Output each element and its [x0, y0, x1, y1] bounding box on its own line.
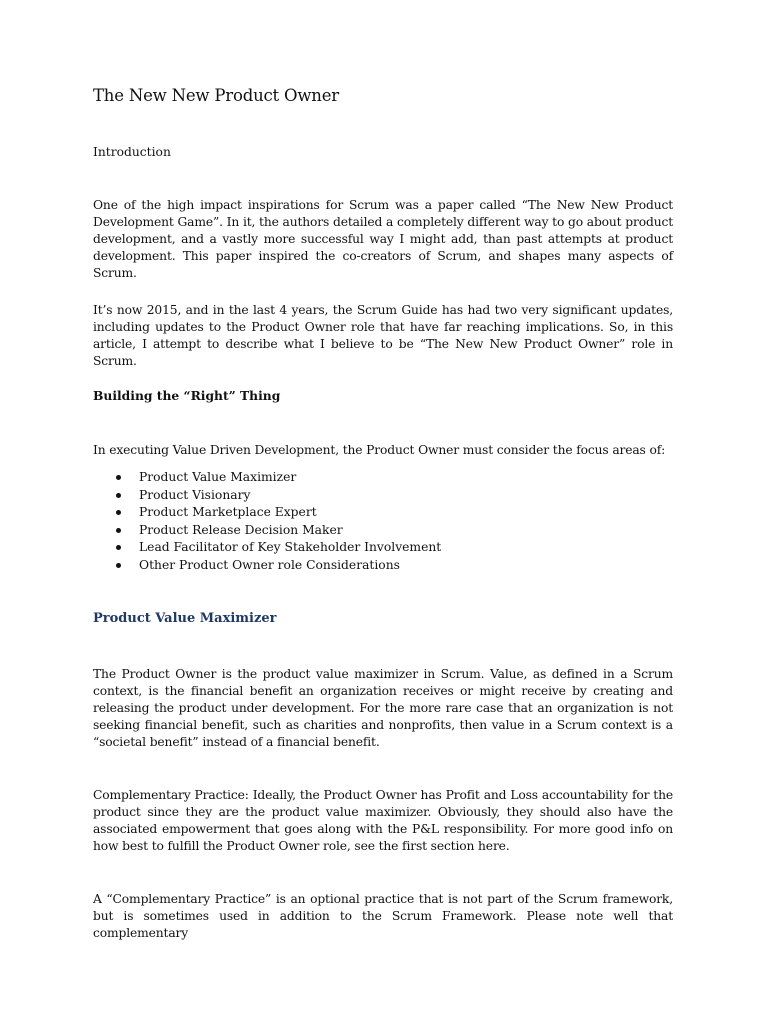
list-item-text: Product Value Maximizer	[139, 470, 297, 484]
list-item-text: Product Visionary	[139, 487, 251, 502]
bullet-icon	[116, 545, 121, 550]
list-item-text: Product Marketplace Expert	[139, 505, 317, 520]
list-item	[93, 469, 441, 487]
paragraph-value-maximizer: The Product Owner is the product value maximizer in Scrum. Value, as defined in a Scrum context, is the financial benefit an organization receives or might receive by creating and releasing the product under development. For the more rare case that an organization is not seeking financial benefit, such as charities and nonprofits, then value in a Scrum context is a “societal benefit” instead of a financial benefit.	[93, 667, 673, 749]
list-item	[93, 539, 441, 557]
paragraph-complementary-definition: A “Complementary Practice” is an optional practice that is not part of the Scrum framework, but is sometimes used in addition to the Scrum Framework. Please note well that complementary	[93, 892, 673, 940]
focus-areas-list	[93, 469, 441, 575]
section-heading: Building the “Right” Thing	[93, 388, 281, 403]
bullet-icon	[116, 493, 121, 498]
list-item-text: Lead Facilitator of Key Stakeholder Involvement	[139, 540, 442, 555]
bullet-icon	[116, 510, 121, 515]
list-item	[93, 487, 441, 505]
bullet-icon	[116, 563, 121, 568]
bullet-icon	[116, 528, 121, 533]
paragraph-intro-1: One of the high impact inspirations for Scrum was a paper called “The New New Product Development Game”. In it, the authors detailed a completely different way to go about product development, and a vastly more successful way I might add, than past attempts at product development. This paper inspired the co-creators of Scrum, and shapes many aspects of Scrum.	[93, 198, 673, 280]
list-item	[93, 522, 441, 540]
document-title: The New New Product Owner	[93, 86, 339, 105]
list-item-text: Other Product Owner role Considerations	[139, 557, 400, 572]
paragraph-intro-2: It’s now 2015, and in the last 4 years, the Scrum Guide has had two very significant updates, including updates to the Product Owner role that have far reaching implications. So, in this article, I attempt to describe what I believe to be “The New New Product Owner” role in Scrum.	[93, 303, 673, 368]
intro-heading: Introduction	[93, 145, 171, 159]
list-item	[93, 504, 441, 522]
focus-intro: In executing Value Driven Development, the Product Owner must consider the focus areas of:	[93, 443, 666, 457]
bullet-icon	[116, 475, 121, 480]
paragraph-complementary-practice: Complementary Practice: Ideally, the Product Owner has Profit and Loss accountability for the product since they are the product value maximizer. Obviously, they should also have the associated empowerment that goes along with the P&L responsibility. For more good info on how best to fulfill the Product Owner role, see the first section here.	[93, 788, 673, 853]
list-item	[93, 557, 441, 575]
subsection-heading: Product Value Maximizer	[93, 611, 277, 626]
list-item-text: Product Release Decision Maker	[139, 522, 343, 537]
